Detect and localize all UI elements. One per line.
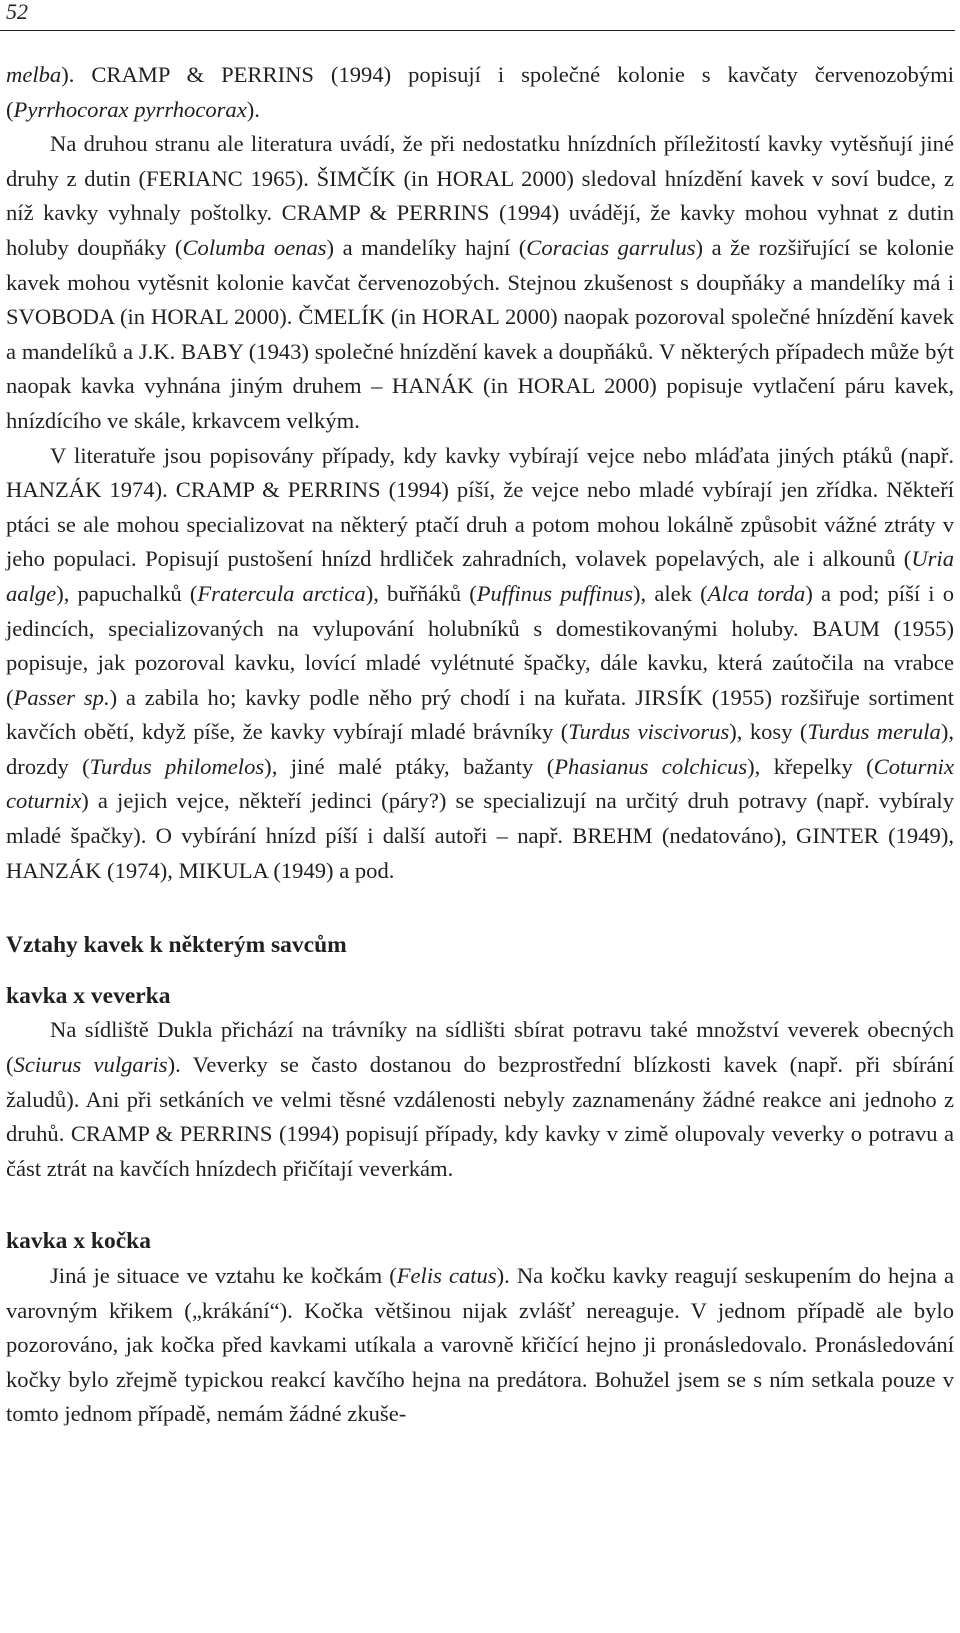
latin-name: Uria aalge — [6, 546, 954, 606]
latin-name: Columba oenas — [182, 234, 327, 260]
paragraph-2: Na druhou stranu ale literatura uvádí, že při nedostatku hnízdních příležitostí kavky vytěsňují jiné druhy z dutin (FERIANC 1965). ŠIMČÍK (in HORAL 2000) sledoval hnízdění kavek v soví budce, z níž kavky vyhnaly poštolky. CRAMP & PERRINS (1994) uvádějí, že kavky mohou vyhnat z dutin holuby doupňáky (Columba oenas) a mandelíky hajní (Coracias garrulus) a že rozšiřující se kolonie kavek mohou vytěsnit kolonie kavčat červenozobých. Stejnou zkušenost s doupňáky a mandelíky má i SVOBODA (in HORAL 2000). ČMELÍK (in HORAL 2000) naopak pozoroval společné hnízdění kavek a mandelíků a J.K. BABY (1943) společné hnízdění kavek a doupňáků. V některých případech může být naopak kavka vyhnána jiným druhem – HANÁK (in HORAL 2000) popisuje vytlačení páru kavek, hnízdícího ve skále, krkavcem velkým. — [6, 131, 954, 433]
spacer — [6, 1186, 954, 1224]
latin-name: Coturnix coturnix — [6, 753, 954, 814]
latin-name: Alca torda — [707, 580, 806, 606]
latin-name: melba — [6, 62, 62, 87]
subsection-heading-squirrel: kavka x veverka — [6, 982, 171, 1009]
latin-name: Coracias garrulus — [526, 234, 696, 260]
page-content — [6, 58, 954, 1432]
latin-name: Fratercula arctica — [197, 580, 366, 606]
page-number: 52 — [6, 0, 28, 24]
paragraph-cat: Jiná je situace ve vztahu ke kočkám (Felis catus). Na kočku kavky reagují seskupením do hejna a varovným křikem („krákání“). Kočka většinou nijak zvlášť nereaguje. V jednom případě ale bylo pozorováno, jak kočka před kavkami utíkala a varovně křičící hejno ji pronásledovalo. Pronásledování kočky bylo zřejmě typickou reakcí kavčího hejna na predátora. Bohužel jsem se s ním setkala pouze v tomto jednom případě, nemám žádné zkuše- — [6, 1263, 954, 1427]
latin-name: Turdus philomelos — [89, 753, 265, 779]
latin-name: Phasianus colchicus — [554, 753, 748, 779]
latin-name: Passer sp. — [13, 684, 110, 710]
paragraph-3: V literatuře jsou popisovány případy, kdy kavky vybírají vejce nebo mláďata jiných ptáků (např. HANZÁK 1974). CRAMP & PERRINS (1994) píší, že vejce nebo mladé vybírají jen zřídka. Někteří ptáci se ale mohou specializovat na některý ptačí druh a potom mohou lokálně způsobit vážné ztráty v jeho populaci. Popisují pustošení hnízd hrdliček zahradních, volavek popelavých, ale i alkounů (Uria aalge), papuchalků (Fratercula arctica), buřňáků (Puffinus puffinus), alek (Alca torda) a pod; píší i o jedincích, specializovaných na vylupování holubníků s domestikovanými holuby. BAUM (1955) popisuje, jak pozoroval kavku, lovící mladé vylétnuté špačky, dále kavku, která zaútočila na vrabce (Passer sp.) a zabila ho; kavky podle něho prý chodí i na kuřata. JIRSÍK (1955) rozšiřuje sortiment kavčích obětí, když píše, že kavky vybírají mladé brávníky (Turdus viscivorus), kosy (Turdus merula), drozdy (Turdus philomelos), jiné malé ptáky, bažanty (Phasianus colchicus), křepelky (Coturnix coturnix) a jejich vejce, někteří jedinci (páry?) se specializují na určitý druh potravy (např. vybíraly mladé špačky). O vybírání hnízd píší i další autoři – např. BREHM (nedatováno), GINTER (1949), HANZÁK (1974), MIKULA (1949) a pod. — [6, 442, 955, 883]
page-header — [0, 0, 955, 31]
latin-name: Puffinus puffinus — [476, 580, 634, 606]
latin-name: Pyrrhocorax pyrrhocorax — [13, 96, 247, 122]
latin-name: Turdus viscivorus — [568, 719, 730, 745]
subsection-heading-cat: kavka x kočka — [6, 1228, 151, 1255]
paragraph-1: melba). CRAMP & PERRINS (1994) popisují i společné kolonie s kavčaty červenozobými (Pyrrhocorax pyrrhocorax). — [6, 62, 954, 122]
spacer — [6, 888, 954, 928]
latin-name: Sciurus vulgaris — [13, 1052, 168, 1078]
section-heading: Vztahy kavek k některým savcům — [6, 932, 347, 959]
spacer — [6, 963, 954, 979]
latin-name: Turdus merula — [807, 719, 941, 745]
latin-name: Felis catus — [396, 1263, 497, 1288]
paragraph-squirrel: Na sídliště Dukla přichází na trávníky na sídlišti sbírat potravu také množství veverek obecných (Sciurus vulgaris). Veverky se často dostanou do bezprostřední blízkosti kavek (např. při sbírání žaludů). Ani při setkáních ve velmi těsné vzdálenosti nebyly zaznamenány žádné reakce ani jednoho z druhů. CRAMP & PERRINS (1994) popisují případy, kdy kavky v zimě olupovaly veverky o potravu a část ztrát na kavčích hnízdech přičítají veverkám. — [6, 1017, 954, 1181]
